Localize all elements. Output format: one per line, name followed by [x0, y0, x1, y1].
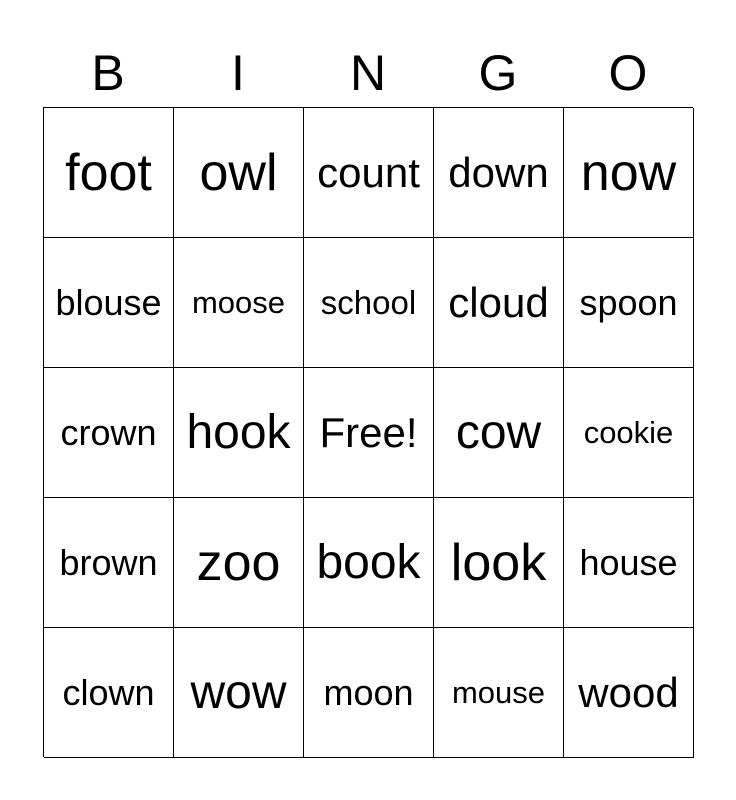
bingo-cell[interactable]: brown	[44, 498, 174, 628]
bingo-cell[interactable]: zoo	[174, 498, 304, 628]
bingo-cell[interactable]: owl	[174, 108, 304, 238]
header-letter-i: I	[231, 45, 245, 101]
bingo-cell[interactable]: now	[564, 108, 694, 238]
bingo-cell[interactable]: down	[434, 108, 564, 238]
bingo-cell[interactable]: moon	[304, 628, 434, 758]
bingo-cell[interactable]: cloud	[434, 238, 564, 368]
bingo-cell[interactable]: wood	[564, 628, 694, 758]
bingo-cell[interactable]: cookie	[564, 368, 694, 498]
bingo-cell[interactable]: crown	[44, 368, 174, 498]
header-letter-g: G	[478, 45, 518, 101]
bingo-cell[interactable]: mouse	[434, 628, 564, 758]
bingo-cell[interactable]: wow	[174, 628, 304, 758]
bingo-board	[43, 107, 693, 757]
header-letter-b: B	[91, 45, 125, 101]
bingo-cell[interactable]: spoon	[564, 238, 694, 368]
bingo-cell[interactable]: moose	[174, 238, 304, 368]
header-letter-o: O	[608, 45, 648, 101]
bingo-cell[interactable]: school	[304, 238, 434, 368]
bingo-cell[interactable]: look	[434, 498, 564, 628]
bingo-cell[interactable]: blouse	[44, 238, 174, 368]
bingo-cell[interactable]: clown	[44, 628, 174, 758]
bingo-cell[interactable]: hook	[174, 368, 304, 498]
bingo-header	[43, 40, 693, 106]
bingo-cell[interactable]: cow	[434, 368, 564, 498]
bingo-cell[interactable]: house	[564, 498, 694, 628]
header-letter-n: N	[349, 45, 387, 101]
bingo-cell[interactable]: book	[304, 498, 434, 628]
bingo-cell[interactable]: count	[304, 108, 434, 238]
bingo-cell[interactable]: foot	[44, 108, 174, 238]
bingo-cell free-space[interactable]: Free!	[304, 368, 434, 498]
